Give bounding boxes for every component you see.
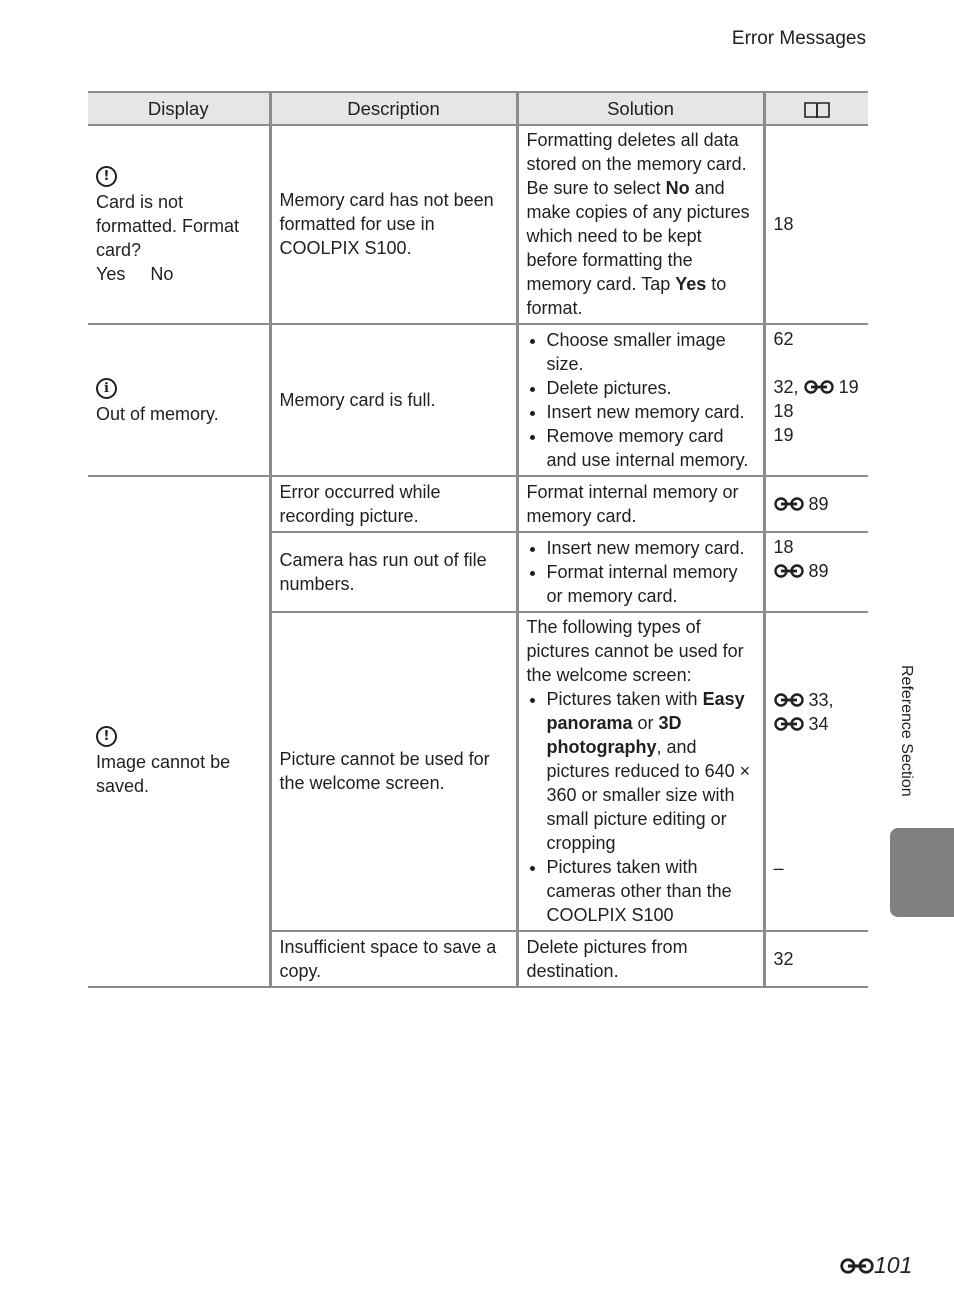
table-row (88, 324, 868, 476)
reference-text: 34 (808, 714, 829, 734)
solution-text: Formatting deletes all data stored on the memory card. Be sure to select (526, 130, 747, 198)
description-cell: Camera has run out of file numbers. (270, 532, 517, 612)
reference-section-icon (774, 497, 804, 511)
section-title: Error Messages (731, 28, 866, 49)
reference-cell (764, 324, 868, 476)
reference-text: 19 (838, 377, 859, 397)
reference-section-icon (774, 564, 804, 578)
reference-page: 18 (773, 537, 794, 557)
page-number-text: 101 (874, 1252, 913, 1278)
column-header-reference (764, 92, 868, 125)
solution-text: The following types of pictures cannot be used for the welcome screen: (526, 617, 744, 685)
list-item: • Remove memory card and use internal memory. (547, 424, 756, 472)
solution-cell (517, 324, 764, 476)
list-item (547, 687, 756, 855)
table-header-row (88, 92, 868, 125)
warning-icon: ! (96, 726, 117, 747)
column-header-display: Display (88, 92, 270, 125)
reference-cell (764, 476, 868, 532)
solution-list (527, 536, 756, 608)
description-cell: Picture cannot be used for the welcome screen. (270, 612, 517, 931)
reference-page: 18 (773, 401, 794, 421)
solution-cell: Format internal memory or memory card. (517, 476, 764, 532)
solution-text: to format. (526, 274, 727, 318)
solution-cell (517, 125, 764, 324)
list-item: • Delete pictures. (547, 376, 756, 400)
solution-emphasis: Easy panorama (546, 689, 745, 733)
solution-cell (517, 532, 764, 612)
solution-emphasis: 3D photography (546, 713, 682, 757)
error-messages-table (88, 91, 868, 988)
reference-section-icon (774, 717, 804, 731)
reference-page (774, 688, 862, 712)
solution-text: , and pictures reduced to 640 × 360 or smaller size with small picture editing or cropping (546, 737, 751, 853)
table-row (88, 125, 868, 324)
reference-page (774, 712, 862, 736)
description-cell: Memory card is full. (270, 324, 517, 476)
reference-text: 32, (773, 377, 799, 397)
reference-cell (764, 532, 868, 612)
reference-page: 62 (773, 329, 794, 349)
list-item: • Insert new memory card. (547, 536, 756, 560)
column-header-solution: Solution (517, 92, 764, 125)
solution-cell (517, 612, 764, 931)
info-icon: i (96, 378, 117, 399)
list-item: • Insert new memory card. (547, 400, 756, 424)
solution-emphasis: No (665, 178, 690, 198)
reference-text: 89 (808, 561, 829, 581)
description-cell: Memory card has not been formatted for use in COOLPIX S100. (270, 125, 517, 324)
solution-emphasis: Yes (675, 274, 707, 294)
display-options: Yes No (96, 264, 174, 284)
reference-cell: 32 (764, 931, 868, 987)
display-cell (88, 476, 270, 987)
section-tab (890, 828, 954, 917)
reference-page (774, 559, 862, 583)
reference-page (774, 375, 862, 399)
book-icon (803, 100, 831, 120)
warning-icon: ! (96, 166, 117, 187)
solution-list (527, 687, 756, 927)
display-cell (88, 125, 270, 324)
reference-cell: 18 (764, 125, 868, 324)
display-message: Image cannot be saved. (96, 752, 231, 796)
solution-text: Pictures taken with (546, 689, 703, 709)
side-section-label: Reference Section (898, 665, 915, 797)
list-item: • Format internal memory or memory card. (547, 560, 756, 608)
display-cell (88, 324, 270, 476)
column-header-description: Description (270, 92, 517, 125)
solution-text: and make copies of any pictures which need to be kept before formatting the memory card. Tap (526, 178, 750, 294)
description-cell: Insufficient space to save a copy. (270, 931, 517, 987)
reference-text: 89 (808, 493, 829, 514)
description-cell: Error occurred while recording picture. (270, 476, 517, 532)
reference-section-icon (774, 693, 804, 707)
reference-page: – (773, 858, 784, 878)
table-row (88, 476, 868, 532)
display-message: Card is not formatted. Format card? (96, 192, 240, 260)
reference-section-icon (840, 1258, 874, 1274)
reference-page: 19 (773, 425, 794, 445)
solution-list (527, 328, 756, 472)
list-item: • Pictures taken with cameras other than the COOLPIX S100 (547, 855, 756, 927)
page-number (840, 1250, 912, 1280)
reference-text: 33, (808, 690, 834, 710)
display-message: Out of memory. (96, 403, 219, 424)
reference-section-icon (804, 380, 834, 394)
solution-cell: Delete pictures from destination. (517, 931, 764, 987)
list-item: • Choose smaller image size. (547, 328, 756, 376)
reference-cell (764, 612, 868, 931)
solution-text: or (632, 713, 659, 733)
